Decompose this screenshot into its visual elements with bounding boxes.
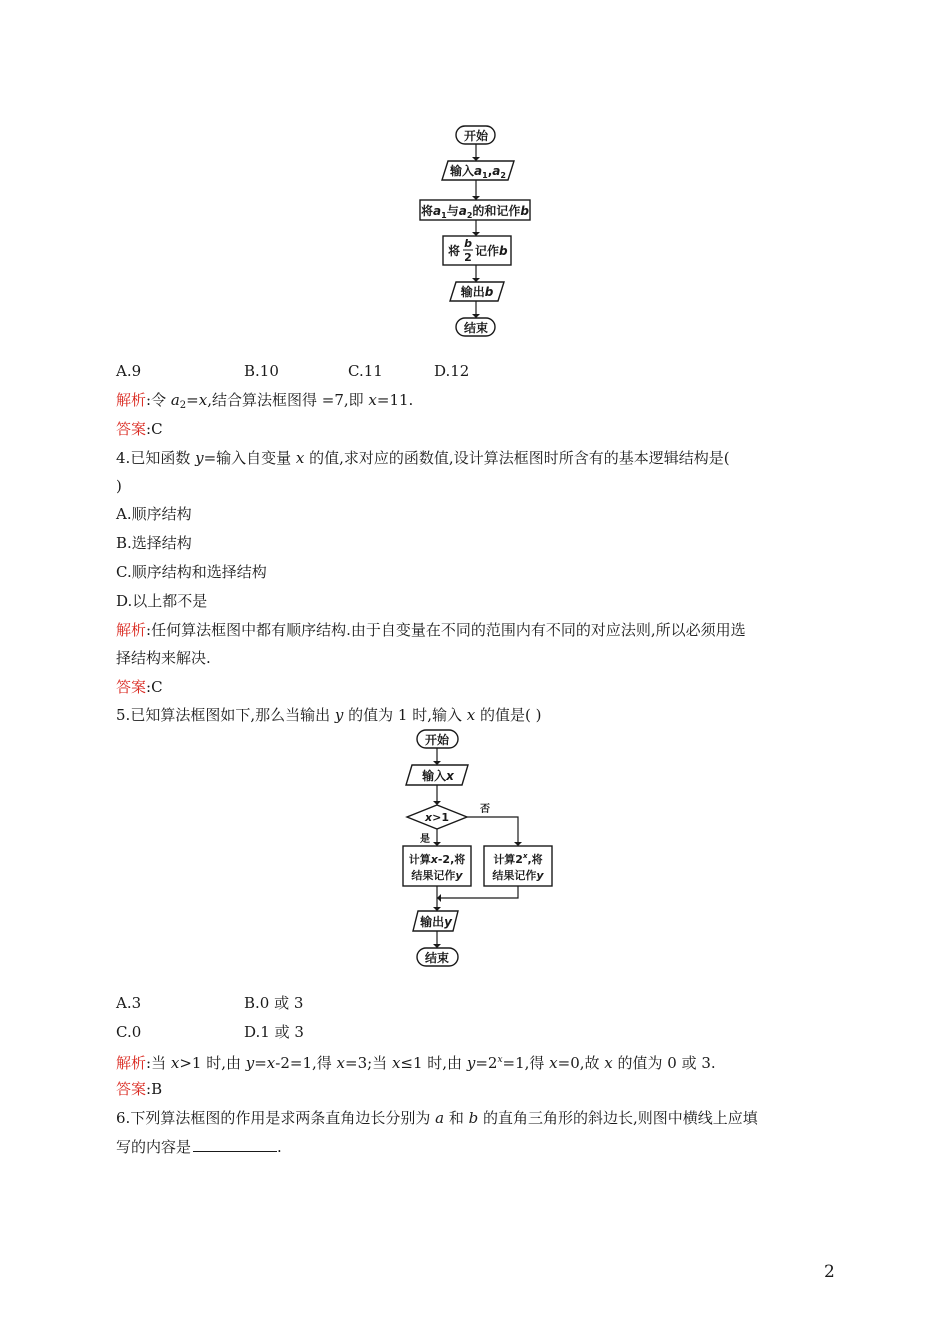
fc2-no-label: 否 <box>480 804 490 815</box>
q4-stem-cont: ) <box>116 477 122 495</box>
q4-option-a: A.顺序结构 <box>116 505 192 523</box>
q5-analysis: 解析:当 x>1 时,由 y=x-2=1,得 x=3;当 x≤1 时,由 $y=2^x=1$,得 x=0,故 x 的值为 0 或 3. <box>116 1054 716 1072</box>
q4-option-d: D.以上都不是 <box>116 592 208 610</box>
q5-option-b: B.0 或 3 <box>244 994 304 1012</box>
fc1-step2-denominator: 2 <box>464 251 472 264</box>
fc2-start-text: 开始 <box>424 733 450 747</box>
fc1-start-text: 开始 <box>463 129 489 143</box>
fc2-output-text: 输出y <box>420 915 452 929</box>
fc1-step2-text: 记作b <box>475 244 508 258</box>
q5-option-c: C.0 <box>116 1023 142 1041</box>
q3-option-b: B.10 <box>244 362 279 380</box>
q6-stem: 6.下列算法框图的作用是求两条直角边长分别为 a 和 b 的直角三角形的斜边长,则图中横线上应填 <box>116 1109 758 1127</box>
q4-stem: 4.已知函数 y=输入自变量 x 的值,求对应的函数值,设计算法框图时所含有的基本逻辑结构是( <box>116 449 730 467</box>
q4-option-c: C.顺序结构和选择结构 <box>116 563 267 581</box>
q5-answer: 答案:B <box>116 1080 163 1098</box>
q4-option-b: B.选择结构 <box>116 534 192 552</box>
analysis-label: 解析 <box>116 621 147 639</box>
fc1-step2-numerator: b <box>464 237 472 250</box>
page-number: 2 <box>824 1262 835 1282</box>
q5-option-a: A.3 <box>116 994 142 1012</box>
fc2-input-text: 输入x <box>422 769 454 783</box>
fc2-right-line2: 结果记作y <box>492 869 544 882</box>
q5-option-d: D.1 或 3 <box>244 1023 304 1041</box>
answer-label: 答案 <box>116 1080 147 1098</box>
q3-analysis: 解析:令 $a_2=x$,结合算法框图得 =7,即 x=11. <box>116 391 414 411</box>
fc1-output-text: 输出b <box>460 285 494 299</box>
q3-option-a: A.9 <box>116 362 142 380</box>
q5-stem: 5.已知算法框图如下,那么当输出 y 的值为 1 时,输入 x 的值是( ) <box>116 706 542 724</box>
fc2-left-line2: 结果记作y <box>411 869 463 882</box>
q3-option-c: C.11 <box>348 362 383 380</box>
answer-blank <box>193 1137 277 1152</box>
fc2-right-line1: 计算2$^x$,将 <box>493 852 543 866</box>
q3-option-d: D.12 <box>434 362 470 380</box>
fc2-yes-label: 是 <box>420 834 430 845</box>
fc1-step2-jiang: 将 <box>448 244 461 258</box>
fc1-step1-text: 将$a_1$与$a_2$的和记作b <box>420 204 530 220</box>
flowchart-2 <box>390 726 560 974</box>
answer-label: 答案 <box>116 678 147 696</box>
fc2-condition-text: x>1 <box>425 811 449 824</box>
analysis-label: 解析 <box>116 1054 147 1072</box>
fc2-left-line1: 计算x-2,将 <box>408 853 466 866</box>
fc1-input-text: 输入$a_1,a_2$ <box>450 164 506 180</box>
q4-analysis-cont: 择结构来解决. <box>116 649 211 667</box>
q4-answer: 答案:C <box>116 678 163 696</box>
fc2-end-text: 结束 <box>424 951 450 965</box>
fc1-end-text: 结束 <box>463 321 489 335</box>
q6-stem-cont: 写的内容是 . <box>116 1138 282 1156</box>
q4-analysis: 解析:任何算法框图中都有顺序结构.由于自变量在不同的范围内有不同的对应法则,所以必须用选 <box>116 621 746 639</box>
answer-label: 答案 <box>116 420 147 438</box>
analysis-label: 解析 <box>116 391 147 409</box>
q3-answer: 答案:C <box>116 420 163 438</box>
flowchart-1 <box>410 120 560 345</box>
